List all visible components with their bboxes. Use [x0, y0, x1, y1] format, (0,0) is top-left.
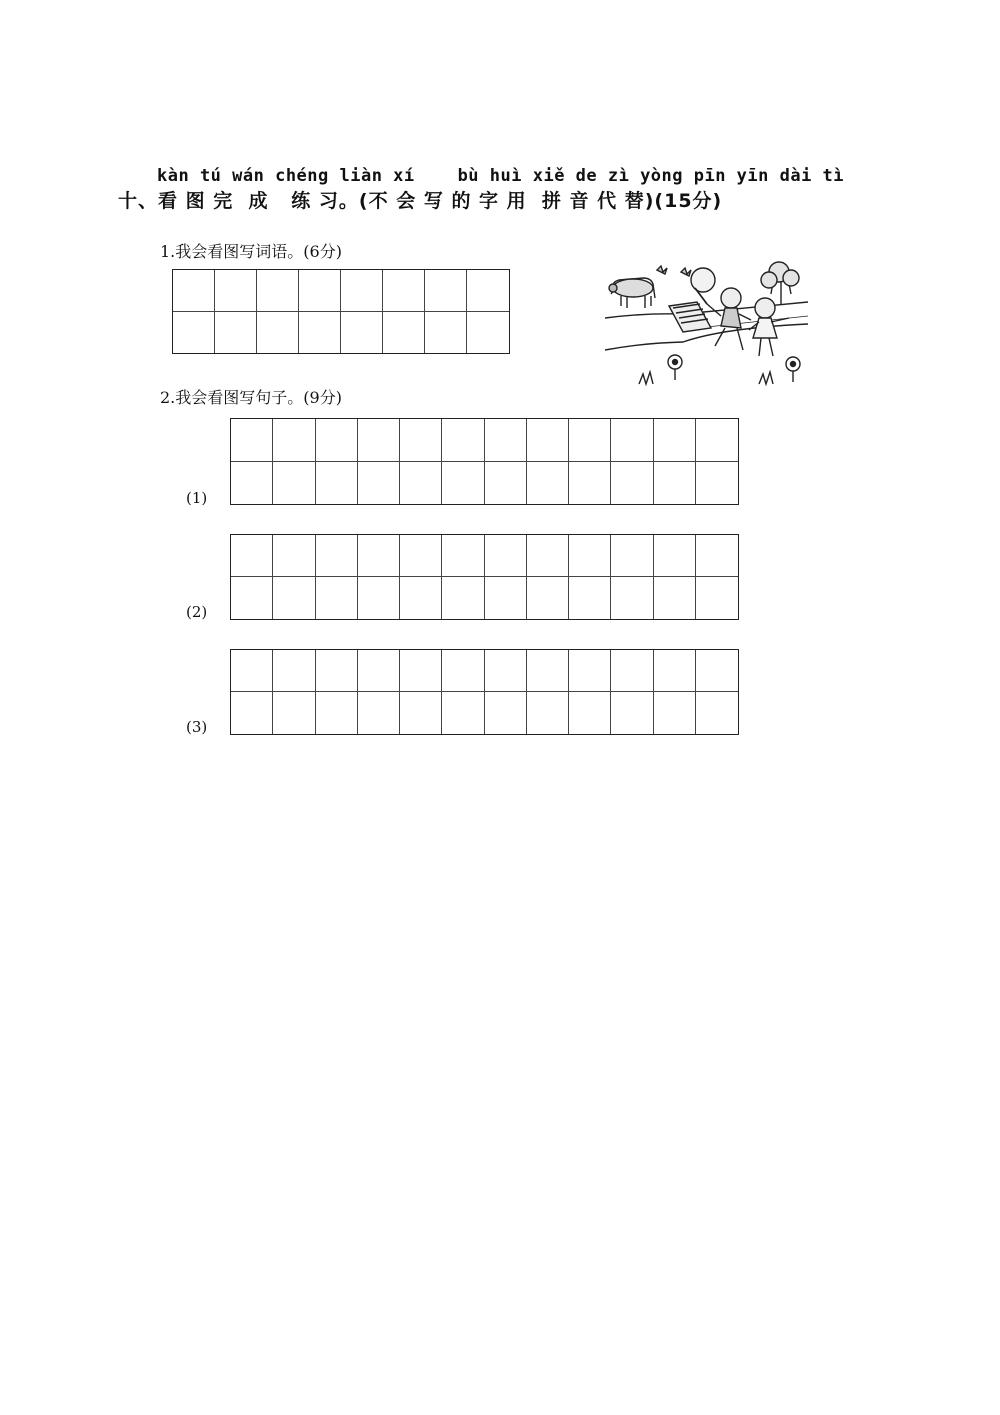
writing-cell[interactable] [400, 650, 442, 692]
sentence-number: (2) [186, 603, 208, 621]
writing-cell[interactable] [442, 462, 484, 505]
part1-label: 1.我会看图写词语。(6分) [160, 242, 342, 261]
writing-cell[interactable] [569, 535, 611, 577]
writing-cell[interactable] [316, 535, 358, 577]
writing-cell[interactable] [358, 419, 400, 462]
writing-cell[interactable] [485, 650, 527, 692]
writing-cell[interactable] [257, 312, 299, 354]
writing-cell[interactable] [215, 270, 257, 312]
writing-cell[interactable] [485, 419, 527, 462]
writing-cell[interactable] [467, 312, 509, 354]
writing-cell[interactable] [383, 270, 425, 312]
writing-cell[interactable] [273, 577, 315, 619]
writing-cell[interactable] [273, 692, 315, 734]
writing-cell[interactable] [383, 312, 425, 354]
writing-cell[interactable] [341, 312, 383, 354]
writing-cell[interactable] [611, 419, 653, 462]
writing-cell[interactable] [231, 577, 273, 619]
writing-cell[interactable] [358, 462, 400, 505]
writing-cell[interactable] [299, 270, 341, 312]
pinyin-annotation: kàn tú wán chéng liàn xí bù huì xiě de zì yòng pīn yīn dài tì [157, 166, 845, 186]
writing-cell[interactable] [257, 270, 299, 312]
writing-cell[interactable] [696, 692, 738, 734]
writing-cell[interactable] [316, 419, 358, 462]
writing-cell[interactable] [569, 462, 611, 505]
writing-cell[interactable] [316, 462, 358, 505]
writing-cell[interactable] [654, 692, 696, 734]
writing-cell[interactable] [231, 419, 273, 462]
writing-cell[interactable] [341, 270, 383, 312]
writing-cell[interactable] [400, 692, 442, 734]
writing-cell[interactable] [442, 577, 484, 619]
writing-cell[interactable] [273, 535, 315, 577]
sentence-writing-grid[interactable] [230, 649, 739, 735]
writing-cell[interactable] [696, 462, 738, 505]
writing-cell[interactable] [527, 419, 569, 462]
writing-cell[interactable] [173, 312, 215, 354]
writing-cell[interactable] [485, 692, 527, 734]
writing-cell[interactable] [231, 650, 273, 692]
sentence-writing-grid[interactable] [230, 534, 739, 620]
writing-cell[interactable] [527, 650, 569, 692]
writing-cell[interactable] [442, 535, 484, 577]
writing-cell[interactable] [358, 650, 400, 692]
writing-cell[interactable] [696, 650, 738, 692]
writing-cell[interactable] [569, 419, 611, 462]
writing-cell[interactable] [358, 692, 400, 734]
writing-cell[interactable] [654, 577, 696, 619]
writing-cell[interactable] [654, 650, 696, 692]
writing-cell[interactable] [299, 312, 341, 354]
writing-cell[interactable] [400, 535, 442, 577]
writing-cell[interactable] [611, 535, 653, 577]
writing-cell[interactable] [273, 462, 315, 505]
writing-cell[interactable] [527, 535, 569, 577]
writing-cell[interactable] [611, 462, 653, 505]
sentence-number: (1) [186, 489, 208, 507]
writing-cell[interactable] [400, 419, 442, 462]
writing-cell[interactable] [696, 419, 738, 462]
writing-cell[interactable] [611, 650, 653, 692]
writing-cell[interactable] [696, 577, 738, 619]
writing-cell[interactable] [485, 577, 527, 619]
writing-cell[interactable] [611, 692, 653, 734]
writing-cell[interactable] [400, 577, 442, 619]
writing-cell[interactable] [273, 419, 315, 462]
sentence-number: (3) [186, 718, 208, 736]
writing-cell[interactable] [400, 462, 442, 505]
sentence-writing-grid[interactable] [230, 418, 739, 505]
writing-cell[interactable] [442, 419, 484, 462]
writing-cell[interactable] [467, 270, 509, 312]
writing-cell[interactable] [316, 692, 358, 734]
writing-cell[interactable] [696, 535, 738, 577]
writing-cell[interactable] [654, 462, 696, 505]
writing-cell[interactable] [442, 650, 484, 692]
writing-cell[interactable] [611, 577, 653, 619]
writing-cell[interactable] [215, 312, 257, 354]
writing-cell[interactable] [527, 692, 569, 734]
scene-children-catching-butterflies-icon [603, 258, 813, 393]
section-heading: 十、看 图 完 成 练 习。(不 会 写 的 字 用 拼 音 代 替)(15分) [118, 190, 723, 212]
writing-cell[interactable] [569, 577, 611, 619]
writing-cell[interactable] [569, 692, 611, 734]
writing-cell[interactable] [485, 535, 527, 577]
writing-cell[interactable] [569, 650, 611, 692]
writing-cell[interactable] [273, 650, 315, 692]
writing-cell[interactable] [527, 462, 569, 505]
writing-cell[interactable] [654, 419, 696, 462]
writing-cell[interactable] [231, 535, 273, 577]
writing-cell[interactable] [358, 577, 400, 619]
part2-label: 2.我会看图写句子。(9分) [160, 388, 342, 407]
writing-cell[interactable] [425, 312, 467, 354]
writing-cell[interactable] [231, 692, 273, 734]
writing-cell[interactable] [316, 577, 358, 619]
writing-cell[interactable] [425, 270, 467, 312]
writing-cell[interactable] [231, 462, 273, 505]
writing-cell[interactable] [316, 650, 358, 692]
writing-cell[interactable] [527, 577, 569, 619]
word-writing-grid[interactable] [172, 269, 510, 354]
writing-cell[interactable] [654, 535, 696, 577]
writing-cell[interactable] [173, 270, 215, 312]
writing-cell[interactable] [442, 692, 484, 734]
writing-cell[interactable] [358, 535, 400, 577]
writing-cell[interactable] [485, 462, 527, 505]
